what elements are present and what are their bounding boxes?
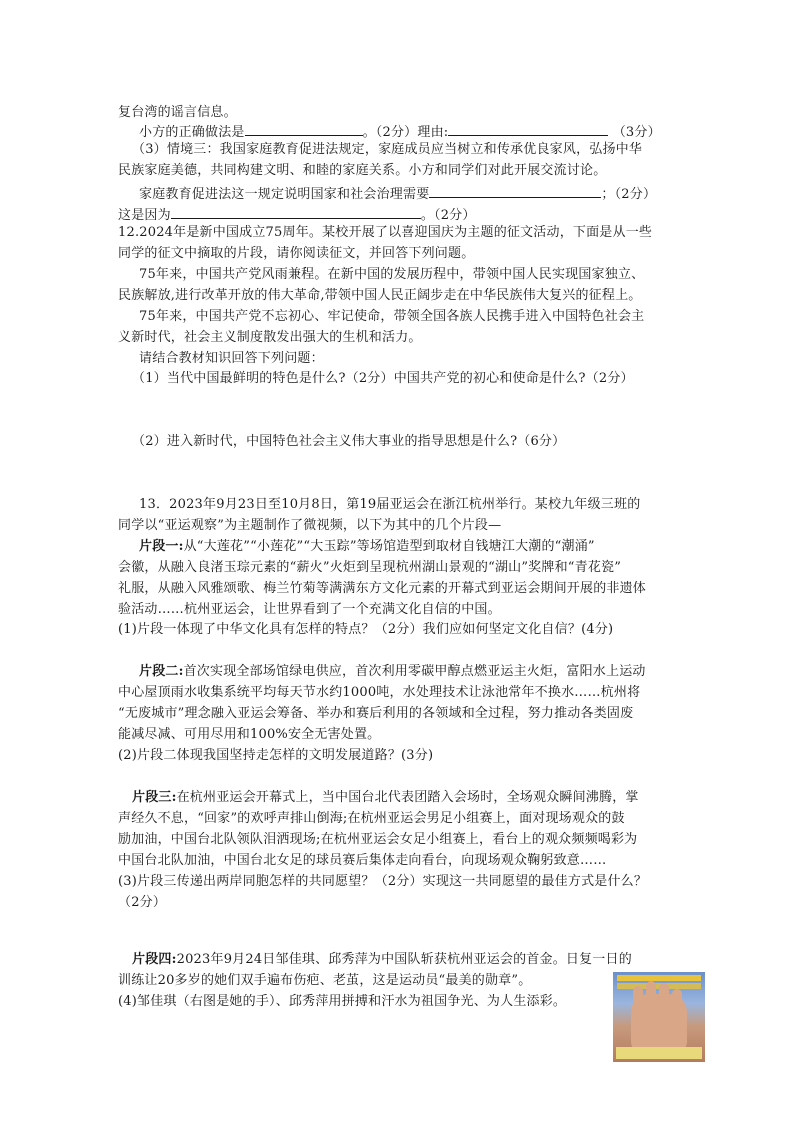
answer-line-family-law: 家庭教育促进法这一规定说明国家和社会治理需要 ；（2分） [139, 183, 699, 204]
text-line: 义新时代，社会主义制度散发出强大的生机和活力。 [118, 330, 422, 345]
photo-banner [617, 975, 701, 981]
text-line: 能减尽减、可用尽用和100%安全无害处置。 [118, 727, 381, 742]
segment-2-line: 片段二:首次实现全部场馆绿电供应，首次利用零碳甲醇点燃亚运主火炬，富阳水上运动 [139, 664, 646, 679]
text-line: 75年来，中国共产党风雨兼程。在新中国的发展历程中，带领中国人民实现国家独立、 [139, 267, 645, 282]
text-line: 训练让20多岁的她们双手遍布伤疤、老茧，这是运动员“最美的勋章”。 [118, 973, 532, 988]
question-13-stem: 13．2023年9月23日至10月8日，第19届亚运会在浙江杭州举行。某校九年级三班的 [139, 497, 641, 512]
text-line: 民族家庭美德，共同构建文明、和睦的家庭关系。小方和同学们对此开展交流讨论。 [118, 163, 607, 178]
segment-label: 片段四: [132, 952, 177, 967]
text-line: 民族解放,进行改革开放的伟大革命,带领中国人民正阔步走在中华民族伟大复兴的征程上。 [118, 288, 642, 303]
text-line: 验活动……杭州亚运会，让世界看到了一个充满文化自信的中国。 [118, 602, 501, 617]
text-line: 复台湾的谣言信息。 [118, 105, 237, 120]
subquestion-13-3: (3)片段三传递出两岸同胞怎样的共同愿望？（2分）实现这一共同愿望的最佳方式是什么？ [118, 874, 648, 889]
text-line: 会徽，从融入良渚玉琮元素的“薪火”火炬到呈现杭州湖山景观的“湖山”奖牌和“青花瓷” [118, 560, 622, 575]
text-line: 请结合教材知识回答下列问题： [139, 351, 324, 366]
subquestion-13-2: (2)片段二体现我国坚持走怎样的文明发展道路？(3分) [118, 748, 434, 763]
answer-line-xiaofang: 小方的正确做法是 。（2分）理由: （3分） [139, 121, 699, 142]
subquestion-12-2: （2）进入新时代，中国特色社会主义伟大事业的指导思想是什么?（6分） [132, 434, 566, 449]
text-line: 礼服，从融入风雅颂歌、梅兰竹菊等满满东方文化元素的开幕式到亚运会期间开展的非遗体 [118, 581, 647, 596]
answer-blank[interactable] [448, 121, 608, 136]
photo-caption [616, 1047, 702, 1059]
text-line: 声经久不息，“回家”的欢呼声排山倒海;在杭州亚运会男足小组赛上，面对现场观众的鼓 [118, 811, 625, 826]
text-line: 中心屋顶雨水收集系统平均每天节水约1000吨，水处理技术让泳池常年不换水……杭州将 [118, 685, 641, 700]
subquestion-13-1: (1)片段一体现了中华文化具有怎样的特点？（2分）我们应如何坚定文化自信？(4分) [118, 622, 614, 637]
text-line: 75年来，中国共产党不忘初心、牢记使命，带领全国各族人民携手进入中国特色社会主 [139, 309, 645, 324]
text-line: （2分） [118, 895, 167, 910]
answer-blank[interactable] [171, 204, 421, 219]
segment-4-line: 片段四:2023年9月24日邹佳琪、邱秀萍为中国队斩获杭州亚运会的首金。日复一日的 [132, 952, 632, 967]
segment-label: 片段三: [132, 790, 177, 805]
answer-blank[interactable] [429, 183, 601, 198]
text-line: 中国台北队加油，中国台北女足的球员赛后集体走向看台，向现场观众鞠躬致意…… [118, 853, 607, 868]
athlete-hand-photo [613, 972, 705, 1062]
segment-3-line: 片段三:在杭州亚运会开幕式上，当中国台北代表团踏入会场时，全场观众瞬间沸腾，掌 [132, 790, 639, 805]
question-12-stem: 12.2024年是新中国成立75周年。某校开展了以喜迎国庆为主题的征文活动，下面是从一些 [118, 225, 653, 240]
answer-line-reason: 这是因为 。（2分） [118, 204, 678, 225]
segment-label: 片段一: [139, 539, 184, 554]
segment-1-line: 片段一:从“大莲花”“小莲花”“大玉踪”等场馆造型到取材自钱塘江大潮的“潮涌” [139, 539, 595, 554]
segment-label: 片段二: [139, 664, 184, 679]
subquestion-13-4: (4)邹佳琪（右图是她的手）、邱秀萍用拼搏和汗水为祖国争光、为人生添彩。 [118, 994, 567, 1009]
hand-icon [631, 994, 687, 1052]
text-line: “无废城市”理念融入亚运会筹备、举办和赛后利用的各领域和全过程，努力推动各类固废 [118, 706, 634, 721]
text-line: 励加油，中国台北队领队泪洒现场;在杭州亚运会女足小组赛上，看台上的观众频频喝彩为 [118, 832, 638, 847]
text-line: （3）情境三：我国家庭教育促进法规定，家庭成员应当树立和传承优良家风，弘扬中华 [132, 142, 643, 157]
subquestion-12-1: （1）当代中国最鲜明的特色是什么?（2分）中国共产党的初心和使命是什么?（2分） [132, 371, 634, 386]
text-line: 同学以“亚运观察”为主题制作了微视频，以下为其中的几个片段— [118, 518, 502, 533]
answer-blank[interactable] [245, 121, 363, 136]
text-line: 同学的征文中摘取的片段，请你阅读征文，并回答下列问题。 [118, 246, 475, 261]
